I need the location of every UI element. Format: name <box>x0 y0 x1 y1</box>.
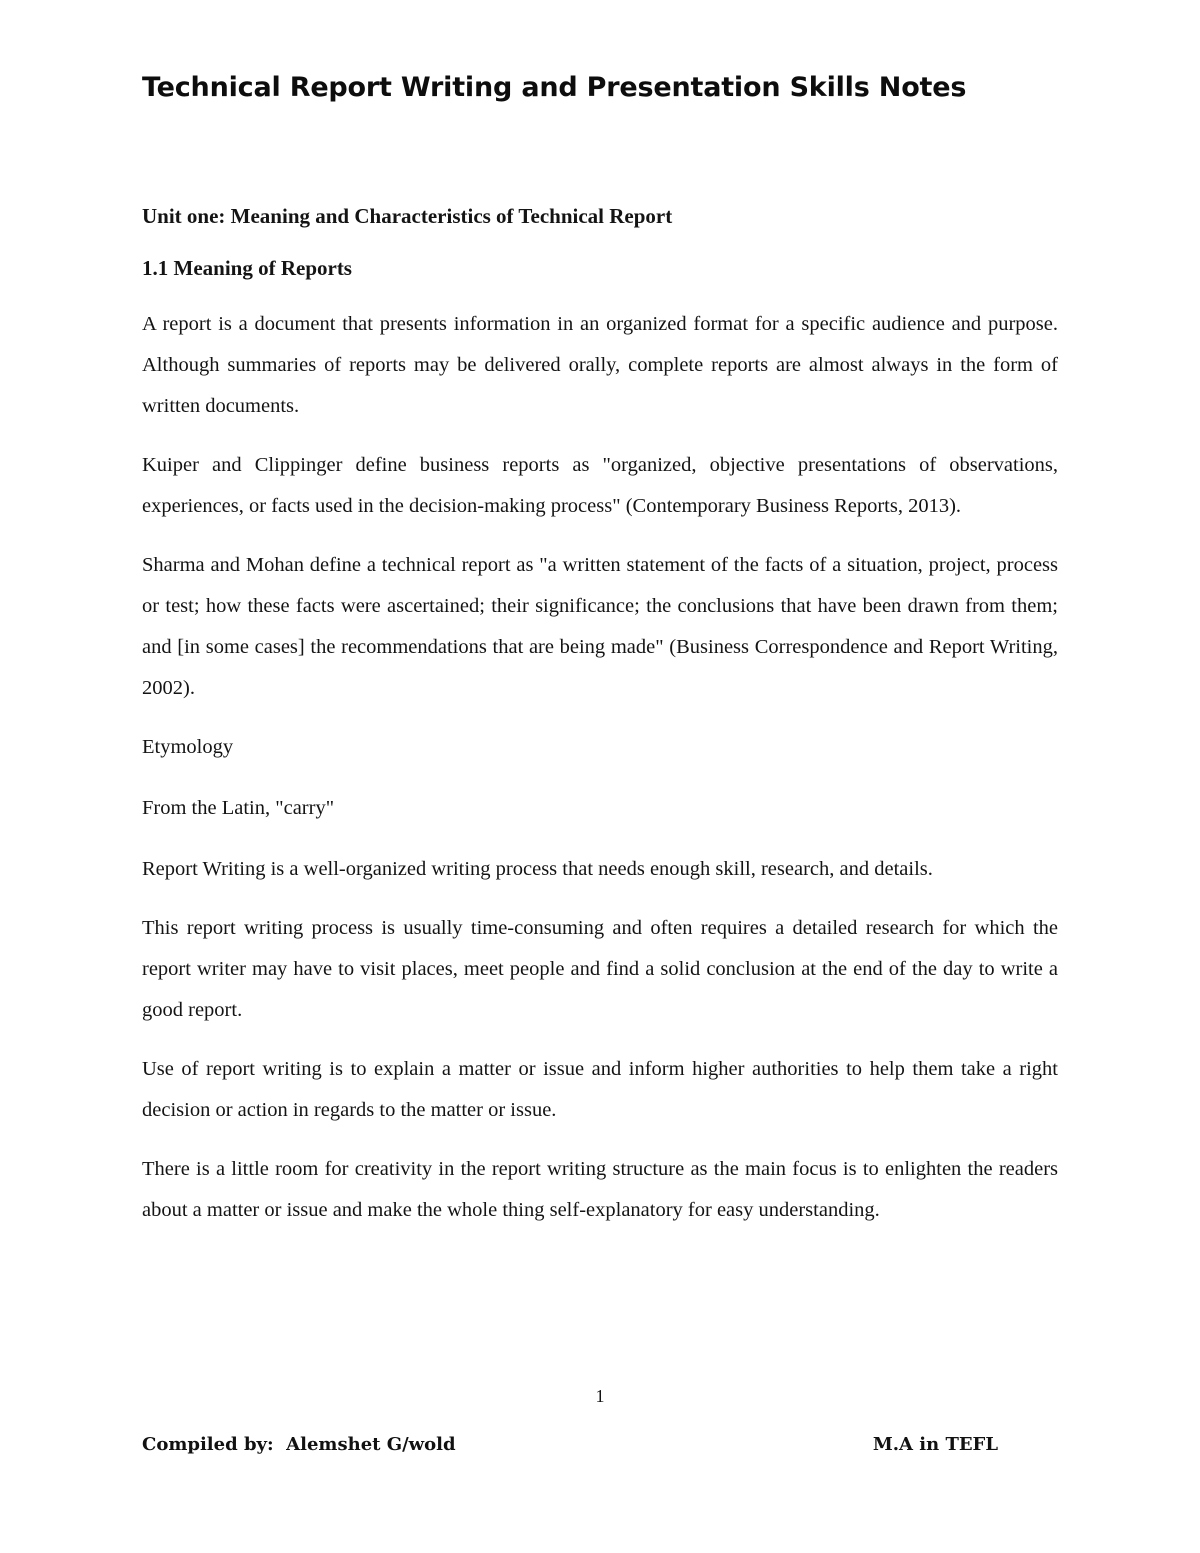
unit-heading: Unit one: Meaning and Characteristics of Technical Report <box>142 204 673 228</box>
section-heading: 1.1 Meaning of Reports <box>142 256 352 280</box>
page-number: 1 <box>595 1386 605 1406</box>
paragraph-time-consuming: This report writing process is usually time-consuming and often requires a detailed research for which the report writer may have to visit places, meet people and find a solid conclusion at the end of the day to write a good report. <box>142 917 1058 1021</box>
paragraph-kuiper-clippinger: Kuiper and Clippinger define business reports as "organized, objective presentations of observations, experiences, or facts used in the decision-making process" (Contemporary Business Reports, 2013). <box>142 454 1058 517</box>
paragraph-report-writing-process: Report Writing is a well-organized writing process that needs enough skill, research, and details. <box>142 858 933 880</box>
paragraph-creativity: There is a little room for creativity in the report writing structure as the main focus is to enlighten the readers about a matter or issue and make the whole thing self-explanatory for easy understanding. <box>142 1158 1058 1221</box>
paragraph-report-definition: A report is a document that presents information in an organized format for a specific audience and purpose. Although summaries of reports may be delivered orally, complete reports are almost always in the form of written documents. <box>142 313 1058 417</box>
paragraph-etymology-label: Etymology <box>142 736 234 758</box>
document-title: Technical Report Writing and Presentation Skills Notes <box>142 72 967 103</box>
paragraph-use-of-report-writing: Use of report writing is to explain a matter or issue and inform higher authorities to help them take a right decision or action in regards to the matter or issue. <box>142 1058 1058 1121</box>
paragraph-etymology-origin: From the Latin, "carry" <box>142 797 335 819</box>
footer-compiled-by: Compiled by: Alemshet G/wold <box>142 1434 456 1455</box>
footer-degree: M.A in TEFL <box>872 1434 998 1455</box>
document-body <box>142 200 1058 1249</box>
paragraph-sharma-mohan: Sharma and Mohan define a technical report as "a written statement of the facts of a situation, project, process or test; how these facts were ascertained; their significance; the conclusions that have been drawn from them; and [in some cases] the recommendations that are being made" (Business Correspondence and Report Writing, 2002). <box>142 554 1058 699</box>
